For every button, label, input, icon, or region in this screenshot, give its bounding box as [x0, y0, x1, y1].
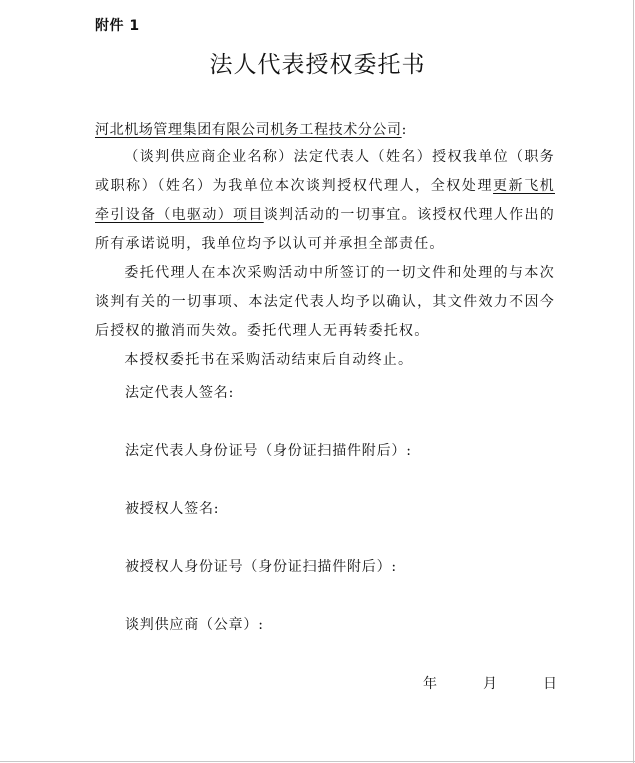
- supplier-seal-label: 谈判供应商（公章）:: [125, 617, 264, 633]
- attachment-label: 附件 1: [95, 18, 140, 34]
- confirmation-paragraph: 委托代理人在本次采购活动中所签订的一切文件和处理的与本次谈判有关的一切事项、本法定代表人均予以确认，其文件效力不因今后授权的撤消而失效。委托代理人无再转委托权。: [95, 265, 555, 339]
- project-name: 更新飞机牵引设备（电驱动）项目: [95, 178, 555, 223]
- legal-rep-signature-label: 法定代表人签名:: [125, 385, 235, 401]
- authorization-text-after: 谈判活动的一切事宜。该授权代理人作出的所有承诺说明，我单位均予以认可并承担全部责任。: [95, 207, 555, 252]
- date-month-label: 月: [483, 676, 497, 692]
- authorization-text-before: （谈判供应商企业名称）法定代表人（姓名）授权我单位（职务或职称）（姓名）为我单位本次谈判授权代理人，全权处理: [95, 149, 555, 194]
- date-year-label: 年: [423, 676, 437, 692]
- agent-signature-label: 被授权人签名:: [125, 501, 220, 517]
- recipient-colon: :: [401, 122, 407, 138]
- termination-paragraph: 本授权委托书在采购活动结束后自动终止。: [124, 352, 414, 368]
- agent-id-label: 被授权人身份证号（身份证扫描件附后）:: [125, 559, 397, 575]
- legal-rep-id-label: 法定代表人身份证号（身份证扫描件附后）:: [125, 443, 412, 459]
- page-border-bottom: [0, 761, 635, 762]
- authorization-paragraph: [95, 143, 555, 259]
- date-day-label: 日: [543, 676, 557, 692]
- page-border-right: [633, 0, 634, 763]
- document-title: 法人代表授权委托书: [209, 52, 426, 78]
- recipient-line: [95, 119, 407, 139]
- recipient-name: 河北机场管理集团有限公司机务工程技术分公司: [95, 122, 402, 138]
